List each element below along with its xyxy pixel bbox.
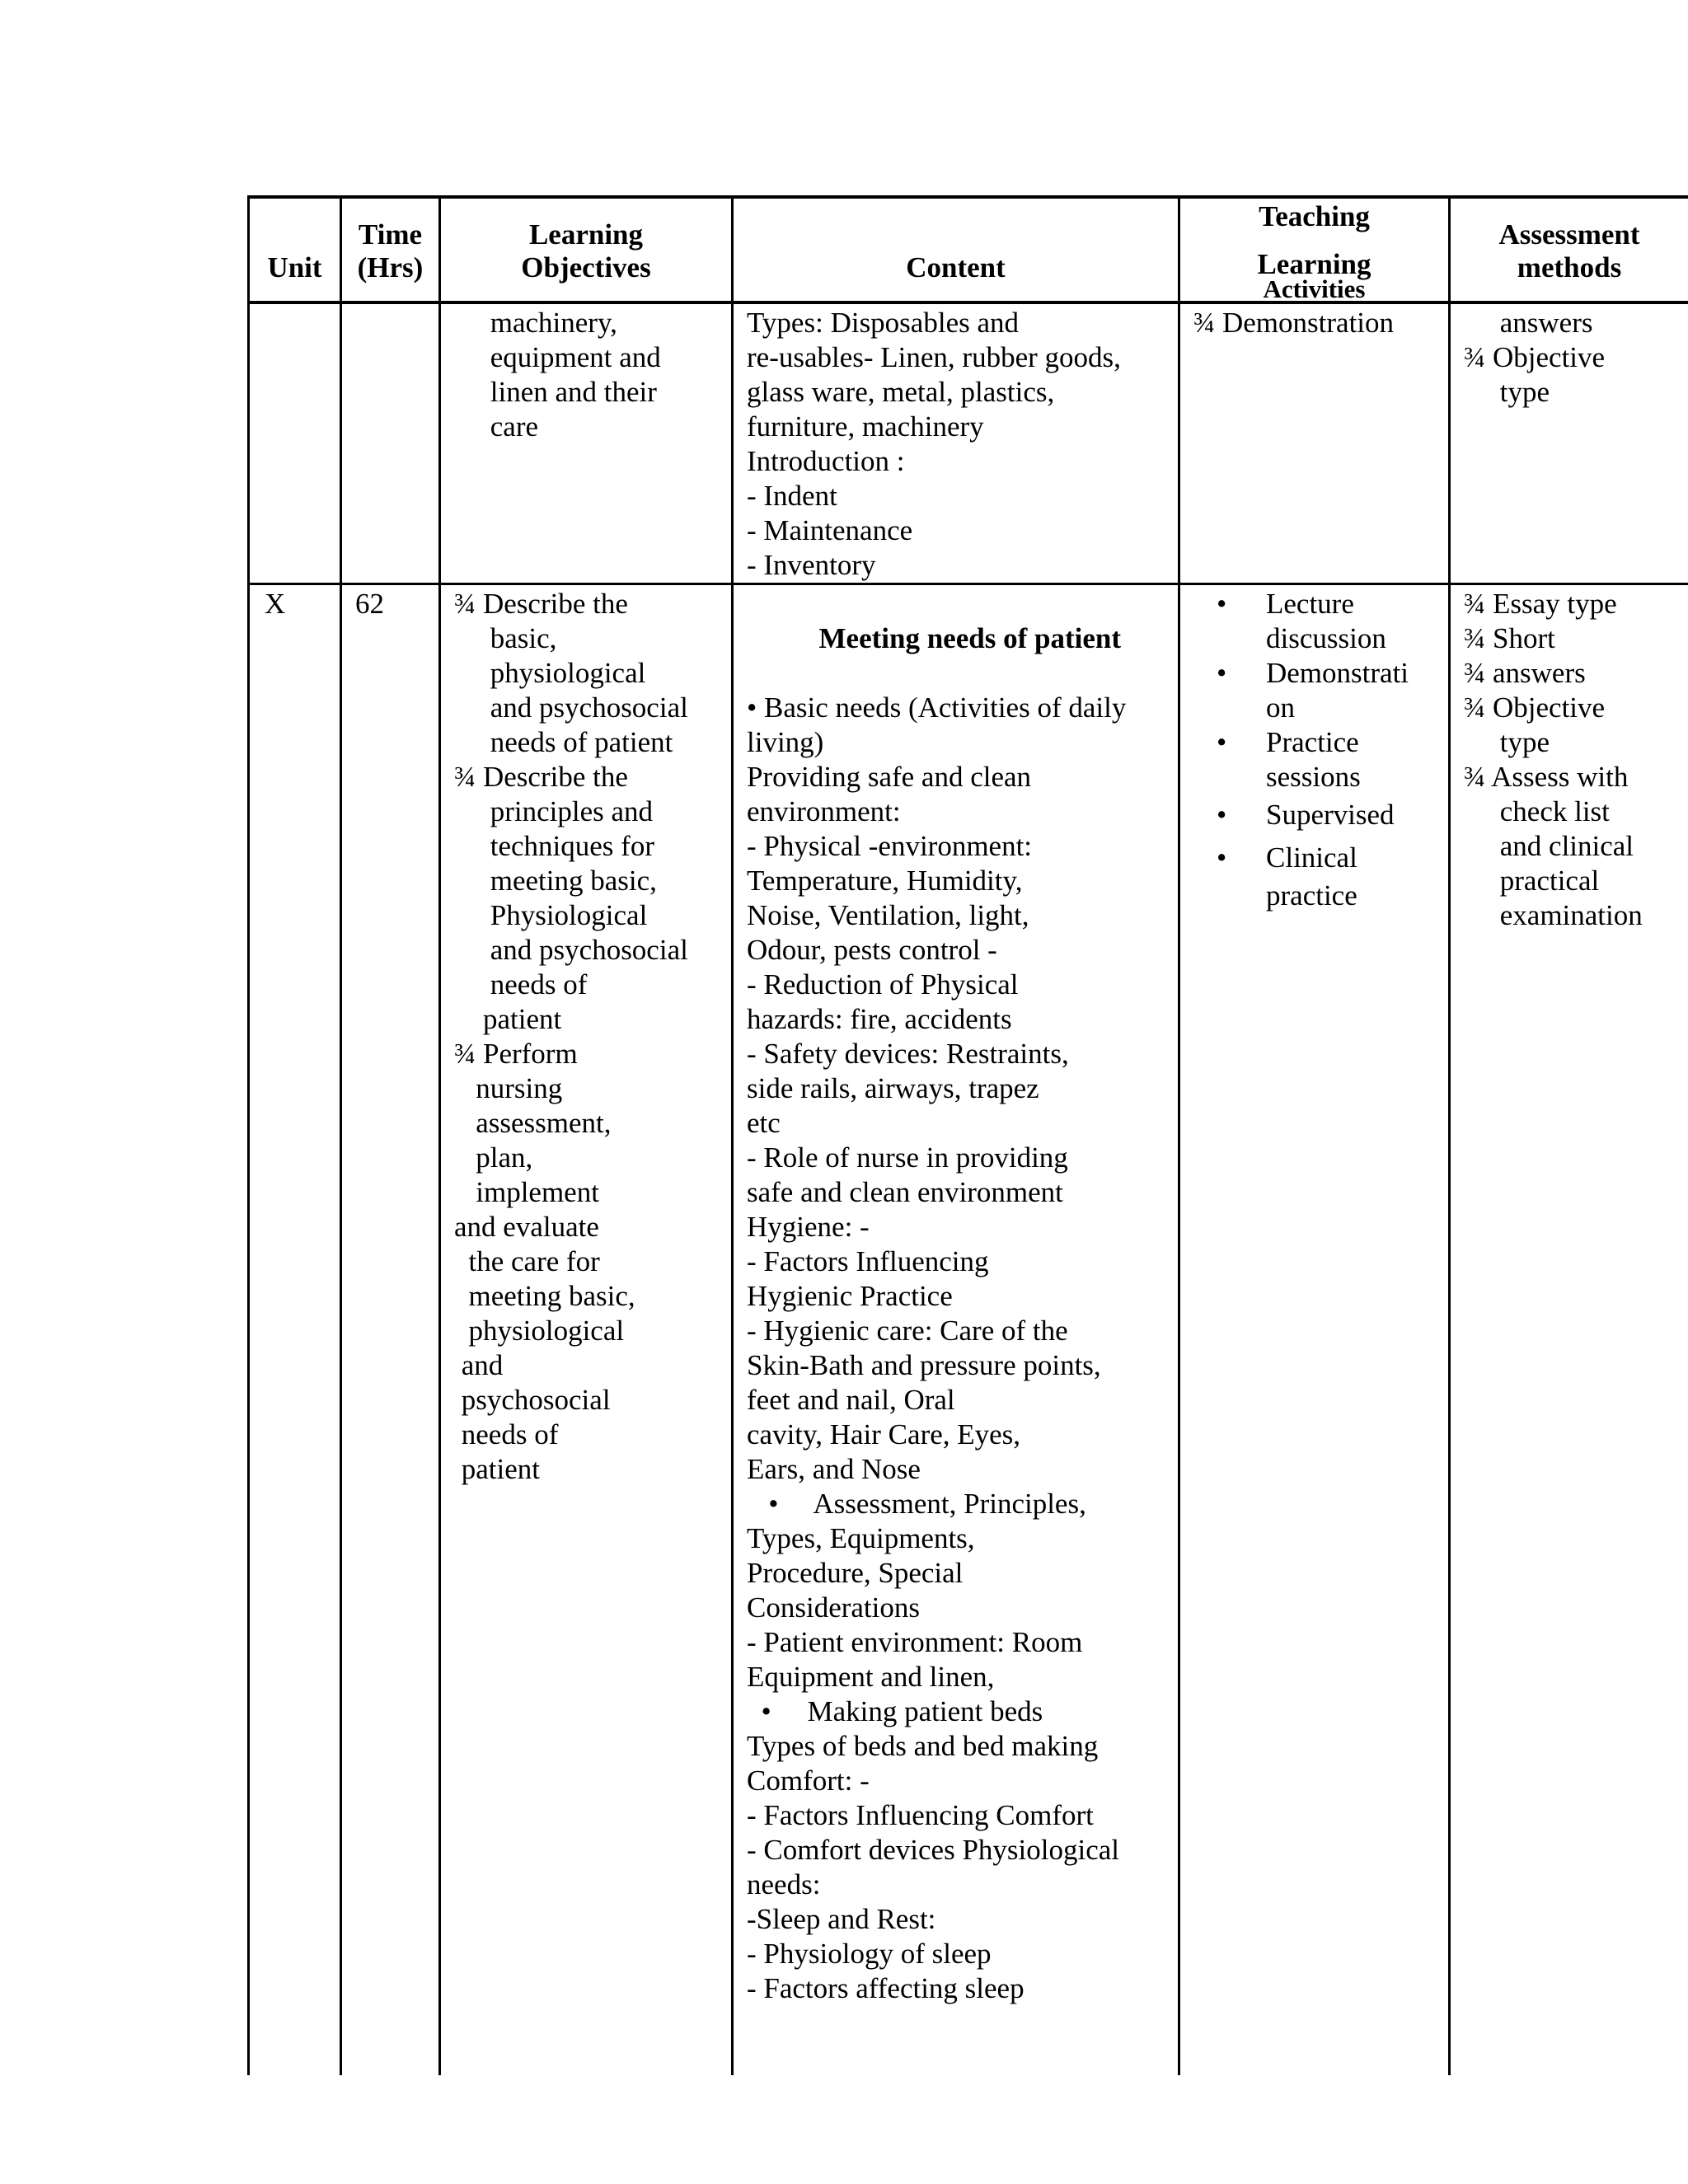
row2-objectives: ¾ Describe the basic, physiological and psychosocial needs of patient ¾ Describe the principles and techniques for meeting basic, Physiological and psychosocial needs of patient ¾ Perform nursing assessment, plan, implement and evaluate the care for meeting basic, physiological and psychosocial needs of patient <box>440 584 733 2076</box>
header-objectives: Learning Objectives <box>440 197 733 302</box>
content-body: • Basic needs (Activities of daily living) Providing safe and clean environment: - Physical -environment: Temperature, Humidity, Noise, Ventilation, light, Odour, pests control - - Reduction of Physical hazards: fire, accidents - Safety devices: Restraints, side rails, airways, trapez etc - Role of nurse in providing safe and clean environment Hygiene: - - Factors Influencing Hygienic Practice - Hygienic care: Care of the Skin-Bath and pressure points, feet and nail, Oral cavity, Hair Care, Eyes, Ears, and Nose • Assessment, Principles, Types, Equipments, Procedure, Special Considerations - Patient environment: Room Equipment and linen, • Making patient beds Types of beds and bed making Comfort: - - Factors Influencing Comfort - Comfort devices Physiological needs: -Sleep and Rest: - Physiology of sleep - Factors affecting sleep <box>747 691 1127 2004</box>
content-heading: Meeting needs of patient <box>818 622 1121 654</box>
list-item: • Practice sessions <box>1217 726 1361 793</box>
tla-list <box>1180 587 1448 915</box>
list-item: • Lecture discussion <box>1217 588 1386 654</box>
syllabus-table <box>247 195 1688 2075</box>
header-tla-line1: Teaching <box>1259 200 1370 232</box>
row2-tla <box>1179 584 1450 2076</box>
row1-tla: ¾ Demonstration <box>1179 302 1450 584</box>
header-assessment: Assessment methods <box>1450 197 1688 302</box>
row1-unit <box>249 302 341 584</box>
row2-time: 62 <box>341 584 440 2076</box>
row2-unit: X <box>249 584 341 2076</box>
list-item: • Supervised <box>1217 799 1395 831</box>
header-tla-line3: Activities <box>1263 274 1366 302</box>
header-content: Content <box>733 197 1179 302</box>
list-item: • Clinical practice <box>1217 841 1357 912</box>
header-tla-line2: Learning <box>1257 248 1372 280</box>
row1-objectives: machinery, equipment and linen and their care <box>440 302 733 584</box>
header-time: Time (Hrs) <box>341 197 440 302</box>
row2-assessment: ¾ Essay type ¾ Short ¾ answers ¾ Objective type ¾ Assess with check list and clinical practical examination <box>1450 584 1688 2076</box>
row2-content <box>733 584 1179 2076</box>
header-teaching-learning-activities <box>1179 197 1450 302</box>
row1-content: Types: Disposables and re-usables- Linen, rubber goods, glass ware, metal, plastics, furniture, machinery Introduction : - Indent - Maintenance - Inventory <box>733 302 1179 584</box>
table-row <box>249 584 1688 2076</box>
row1-time <box>341 302 440 584</box>
row1-assessment: answers ¾ Objective type <box>1450 302 1688 584</box>
header-unit: Unit <box>249 197 341 302</box>
list-item: • Demonstrati on <box>1217 657 1409 724</box>
table-row <box>249 302 1688 584</box>
table-header-row <box>249 197 1688 302</box>
